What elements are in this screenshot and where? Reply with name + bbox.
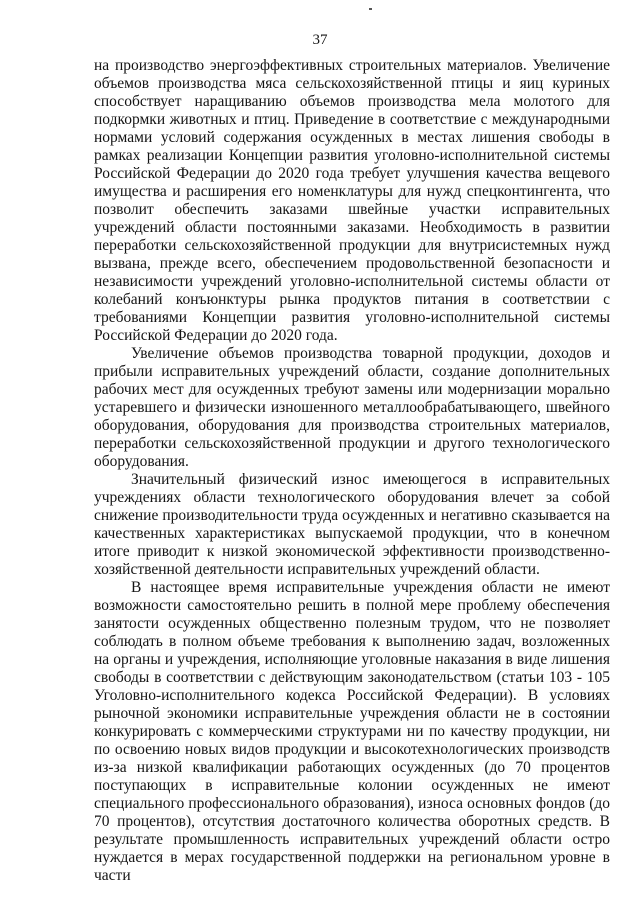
body-text xyxy=(94,57,610,885)
page-number: 37 xyxy=(312,32,328,48)
scan-mark xyxy=(369,8,372,10)
paragraph-1: на производство энергоэффективных строительных материалов. Увеличение объемов производства мяса сельскохозяйственной птицы и яиц куриных способствует наращиванию объемов производства мела молотого для подкормки животных и птиц. Приведение в соответствие с международными нормами условий содержания осужденных в местах лишения свободы в рамках реализации Концепции развития уголовно-исполнительной системы Российской Федерации до 2020 года требует улучшения качества вещевого имущества и расширения его номенклатуры для нужд спецконтингента, что позволит обеспечить заказами швейные участки исправительных учреждений области постоянными заказами. Необходимость в развитии переработки сельскохозяйственной продукции для внутрисистемных нужд вызвана, прежде всего, обеспечением продовольственной безопасности и независимости учреждений уголовно-исполнительной системы области от колебаний конъюнктуры рынка продуктов питания в соответствии с требованиями Концепции развития уголовно-исполнительной системы Российской Федерации до 2020 года. xyxy=(94,57,610,344)
paragraph-2: Увеличение объемов производства товарной продукции, доходов и прибыли исправительных учреждений области, создание дополнительных рабочих мест для осужденных требуют замены или модернизации морально устаревшего и физически изношенного металлообрабатывающего, швейного оборудования, оборудования для производства строительных материалов, переработки сельскохозяйственной продукции и другого технологического оборудования. xyxy=(94,345,610,470)
paragraph-4: В настоящее время исправительные учреждения области не имеют возможности самостоятельно решить в полной мере проблему обеспечения занятости осужденных общественно полезным трудом, что не позволяет соблюдать в полном объеме требования к выполнению задач, возложенных на органы и учреждения, исполняющие уголовные наказания в виде лишения свободы в соответствии с действующим законодательством (статьи 103 - 105 Уголовно-исполнительного кодекса Российской Федерации). В условиях рыночной экономики исправительные учреждения области не в состоянии конкурировать с коммерческими структурами ни по качеству продукции, ни по освоению новых видов продукции и высокотехнологических производств из-за низкой квалификации работающих осужденных (до 70 процентов поступающих в исправительные колонии осужденных не имеют специального профессионального образования), износа основных фондов (до 70 процентов), отсутствия достаточного количества оборотных средств. В результате промышленность исправительных учреждений области остро нуждается в мерах государственной поддержки на региональном уровне в части xyxy=(94,579,610,884)
paragraph-3: Значительный физический износ имеющегося в исправительных учреждениях области технологического оборудования влечет за собой снижение производительности труда осужденных и негативно сказывается на качественных характеристиках выпускаемой продукции, что в конечном итоге приводит к низкой экономической эффективности производственно-хозяйственной деятельности исправительных учреждений области. xyxy=(94,471,610,578)
